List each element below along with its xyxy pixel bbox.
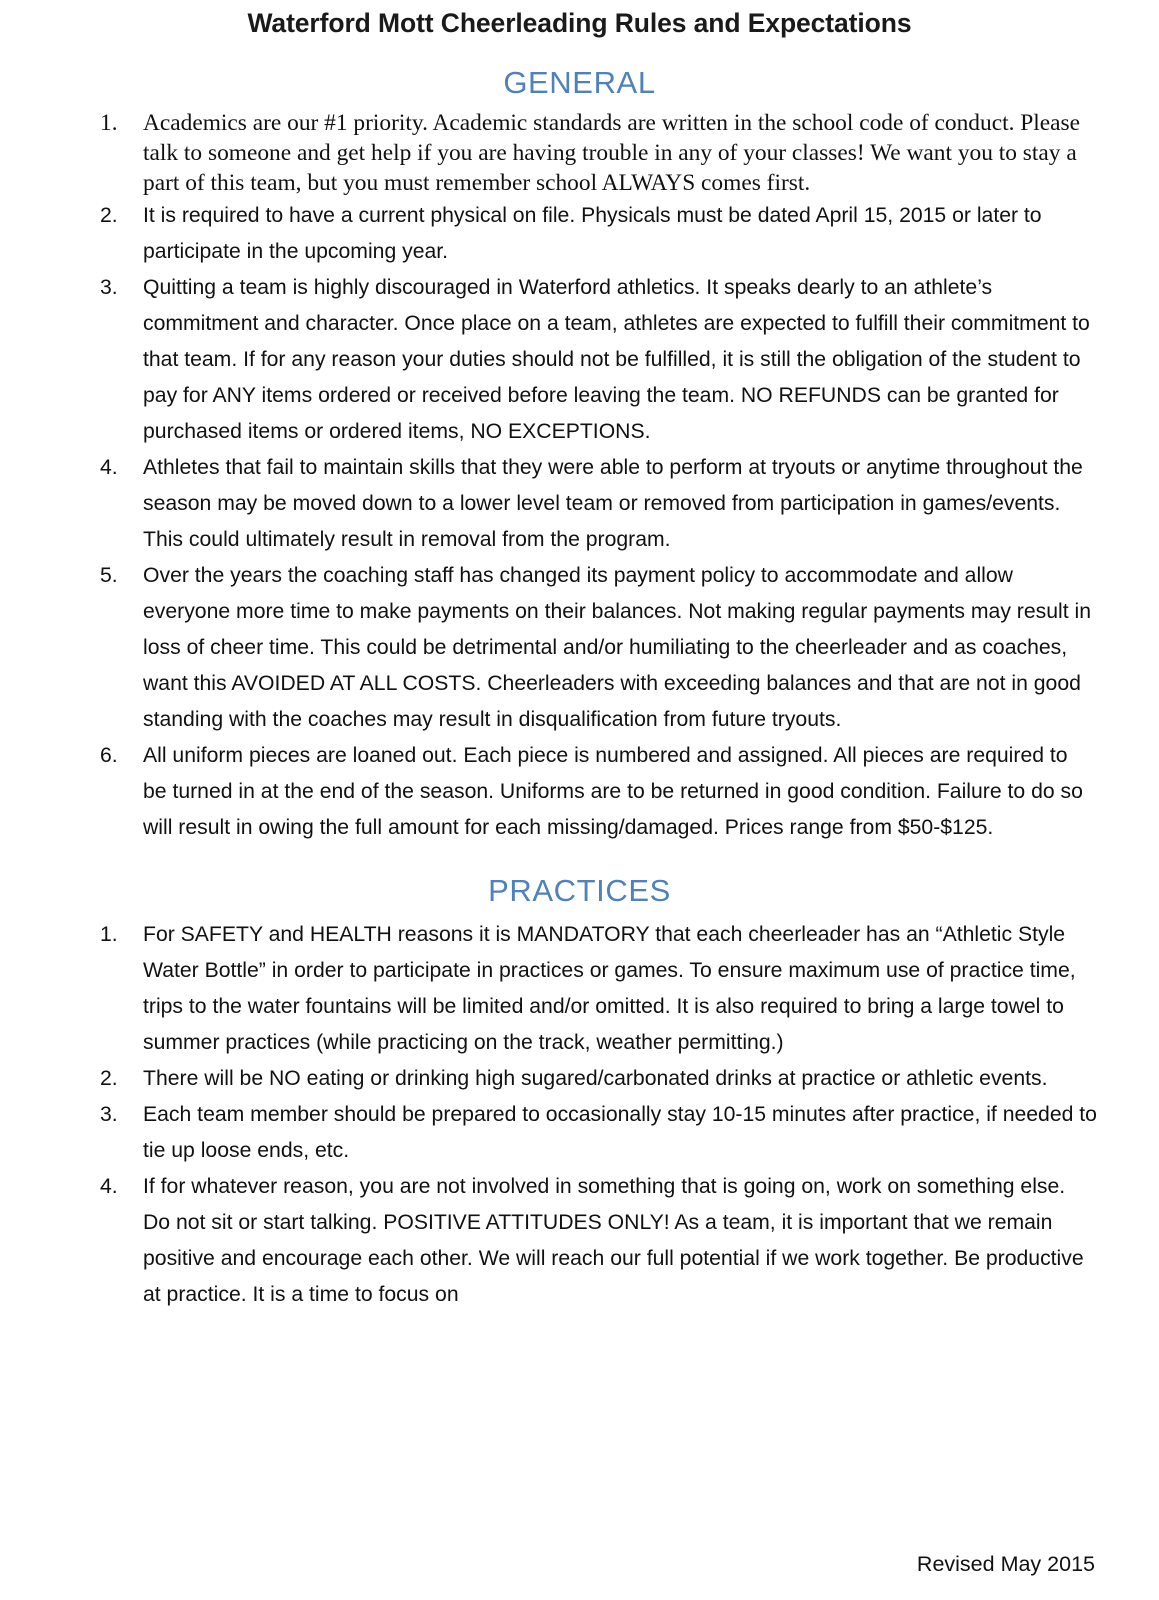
practices-rules-list — [0, 917, 1159, 1313]
list-item-marker: 2. — [100, 1067, 118, 1091]
list-item-text: For SAFETY and HEALTH reasons it is MANDATORY that each cheerleader has an “Athletic Style Water Bottle” in order to participate in practices or games. To ensure maximum use of practice time, trips to the water fountains will be limited and/or omitted. It is also required to bring a large towel to summer practices (while practicing on the track, weather permitting.) — [143, 923, 1076, 1055]
list-item-text: There will be NO eating or drinking high sugared/carbonated drinks at practice or athletic events. — [143, 1067, 1048, 1091]
list-item — [0, 917, 1159, 1061]
section-heading-general: GENERAL — [503, 65, 656, 101]
list-item — [0, 108, 1159, 198]
list-item — [0, 270, 1159, 450]
list-item — [0, 198, 1159, 270]
list-item — [0, 558, 1159, 738]
list-item-marker: 4. — [100, 456, 118, 480]
list-item — [0, 1061, 1159, 1097]
list-item-marker: 6. — [100, 744, 118, 768]
list-item-marker: 2. — [100, 204, 118, 228]
list-item-text: It is required to have a current physical on file. Physicals must be dated April 15, 2015 or later to participate in the upcoming year. — [143, 204, 1042, 264]
list-item-text: If for whatever reason, you are not involved in something that is going on, work on something else. Do not sit or start talking. POSITIVE ATTITUDES ONLY! As a team, it is important that we remain positive and encourage each other. We will reach our full potential if we work together. Be productive at practice. It is a time to focus on — [143, 1175, 1084, 1307]
revision-footer: Revised May 2015 — [916, 1552, 1095, 1577]
list-item — [0, 738, 1159, 846]
list-item — [0, 1169, 1159, 1313]
list-item-text: Quitting a team is highly discouraged in Waterford athletics. It speaks dearly to an athlete’s commitment and character. Once place on a team, athletes are expected to fulfill their commitment to that team. If for any reason your duties should not be fulfilled, it is still the obligation of the student to pay for ANY items ordered or received before leaving the team. NO REFUNDS can be granted for purchased items or ordered items, NO EXCEPTIONS. — [143, 276, 1090, 444]
list-item-marker: 1. — [100, 110, 118, 137]
section-heading-practices: PRACTICES — [488, 873, 671, 909]
list-item-text: Each team member should be prepared to occasionally stay 10-15 minutes after practice, if needed to tie up loose ends, etc. — [143, 1103, 1097, 1163]
list-item — [0, 450, 1159, 558]
list-item-marker: 1. — [100, 923, 118, 947]
general-rules-list — [0, 108, 1159, 846]
list-item-marker: 3. — [100, 1103, 118, 1127]
list-item-marker: 4. — [100, 1175, 118, 1199]
list-item-text: Athletes that fail to maintain skills that they were able to perform at tryouts or anytime throughout the season may be moved down to a lower level team or removed from participation in games/events. This could ultimately result in removal from the program. — [143, 456, 1083, 552]
list-item-marker: 5. — [100, 564, 118, 588]
list-item — [0, 1097, 1159, 1169]
list-item-marker: 3. — [100, 276, 118, 300]
list-item-text: Academics are our #1 priority. Academic standards are written in the school code of conduct. Please talk to someone and get help if you are having trouble in any of your classes! We want you to stay a part of this team, but you must remember school ALWAYS comes first. — [143, 110, 1081, 197]
list-item-text: All uniform pieces are loaned out. Each piece is numbered and assigned. All pieces are required to be turned in at the end of the season. Uniforms are to be returned in good condition. Failure to do so will result in owing the full amount for each missing/damaged. Prices range from $50-$125. — [143, 744, 1083, 840]
page-title: Waterford Mott Cheerleading Rules and Expectations — [247, 8, 912, 38]
list-item-text: Over the years the coaching staff has changed its payment policy to accommodate and allow everyone more time to make payments on their balances. Not making regular payments may result in loss of cheer time. This could be detrimental and/or humiliating to the cheerleader and as coaches, want this AVOIDED AT ALL COSTS. Cheerleaders with exceeding balances and that are not in good standing with the coaches may result in disqualification from future tryouts. — [143, 564, 1091, 732]
